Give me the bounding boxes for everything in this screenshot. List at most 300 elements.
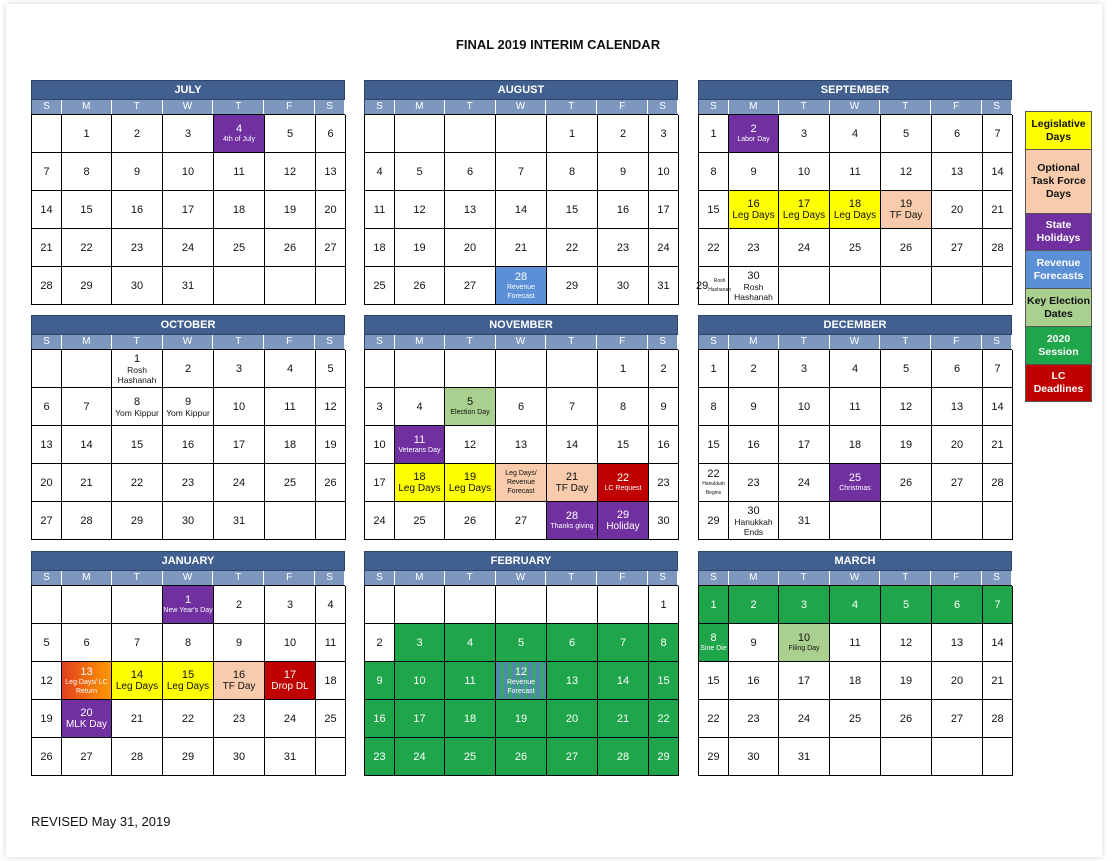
day-cell[interactable]: [779, 624, 830, 662]
day-cell[interactable]: [32, 426, 62, 464]
day-cell[interactable]: [163, 191, 214, 229]
day-cell[interactable]: [496, 502, 547, 540]
day-cell[interactable]: [699, 738, 729, 776]
day-cell[interactable]: [729, 267, 779, 305]
day-cell[interactable]: [547, 115, 598, 153]
weekday-label: S: [648, 571, 678, 585]
day-cell[interactable]: [699, 624, 729, 662]
day-cell[interactable]: [163, 586, 214, 624]
day-cell[interactable]: [598, 267, 649, 305]
day-cell[interactable]: [365, 662, 395, 700]
day-cell[interactable]: [881, 426, 932, 464]
day-cell[interactable]: [112, 662, 163, 700]
day-cell[interactable]: [699, 662, 729, 700]
day-cell[interactable]: [729, 624, 779, 662]
day-cell[interactable]: [932, 229, 983, 267]
day-cell[interactable]: [830, 153, 881, 191]
day-cell[interactable]: [881, 350, 932, 388]
day-cell[interactable]: [395, 191, 445, 229]
day-cell[interactable]: [729, 738, 779, 776]
day-cell[interactable]: [365, 700, 395, 738]
day-cell[interactable]: [649, 229, 679, 267]
day-cell[interactable]: [62, 388, 112, 426]
day-cell[interactable]: [265, 426, 316, 464]
day-cell[interactable]: [729, 388, 779, 426]
day-cell[interactable]: [445, 267, 496, 305]
day-cell[interactable]: [112, 115, 163, 153]
day-cell[interactable]: [830, 586, 881, 624]
day-cell[interactable]: [395, 624, 445, 662]
day-cell[interactable]: [699, 502, 729, 540]
day-cell[interactable]: [932, 586, 983, 624]
day-cell[interactable]: [214, 502, 265, 540]
day-cell[interactable]: [395, 464, 445, 502]
day-cell[interactable]: [32, 502, 62, 540]
day-cell[interactable]: [547, 426, 598, 464]
day-cell[interactable]: [445, 426, 496, 464]
day-cell[interactable]: [265, 586, 316, 624]
day-event: Rosh Hashanah: [734, 281, 773, 302]
day-cell[interactable]: [699, 350, 729, 388]
day-cell[interactable]: [163, 624, 214, 662]
day-cell[interactable]: [649, 662, 679, 700]
day-cell[interactable]: [881, 388, 932, 426]
day-cell[interactable]: [112, 700, 163, 738]
day-cell[interactable]: [365, 229, 395, 267]
day-number: 27: [565, 750, 579, 763]
day-cell[interactable]: [983, 350, 1013, 388]
day-cell[interactable]: [779, 738, 830, 776]
day-cell[interactable]: [112, 267, 163, 305]
day-cell[interactable]: [112, 624, 163, 662]
day-cell[interactable]: [365, 738, 395, 776]
day-cell[interactable]: [649, 586, 679, 624]
day-number: 14: [514, 203, 528, 216]
day-cell[interactable]: [547, 229, 598, 267]
day-cell[interactable]: [649, 738, 679, 776]
day-cell[interactable]: [830, 426, 881, 464]
day-cell[interactable]: [699, 426, 729, 464]
day-cell[interactable]: [445, 464, 496, 502]
weekday-label: T: [445, 571, 496, 585]
day-cell[interactable]: [62, 153, 112, 191]
day-cell[interactable]: [62, 624, 112, 662]
day-cell[interactable]: [983, 115, 1013, 153]
day-cell[interactable]: [729, 464, 779, 502]
day-cell[interactable]: [830, 662, 881, 700]
day-cell[interactable]: [830, 229, 881, 267]
day-cell[interactable]: [365, 502, 395, 540]
day-cell[interactable]: [779, 502, 830, 540]
day-event: Yom Kippur: [115, 407, 159, 418]
day-cell[interactable]: [163, 464, 214, 502]
day-cell[interactable]: [32, 624, 62, 662]
day-cell[interactable]: [699, 700, 729, 738]
day-cell[interactable]: [316, 153, 346, 191]
day-cell[interactable]: [112, 426, 163, 464]
day-cell[interactable]: [214, 738, 265, 776]
day-cell[interactable]: [62, 738, 112, 776]
day-cell[interactable]: [214, 191, 265, 229]
day-cell[interactable]: [932, 153, 983, 191]
day-cell[interactable]: [983, 153, 1013, 191]
day-cell[interactable]: [112, 502, 163, 540]
day-cell[interactable]: [214, 115, 265, 153]
day-cell[interactable]: [214, 388, 265, 426]
day-cell[interactable]: [983, 700, 1013, 738]
day-cell[interactable]: [881, 115, 932, 153]
day-number: 30: [747, 750, 760, 763]
day-cell[interactable]: [265, 153, 316, 191]
day-cell[interactable]: [214, 153, 265, 191]
day-cell[interactable]: [649, 464, 679, 502]
day-cell[interactable]: [729, 700, 779, 738]
day-cell[interactable]: [547, 388, 598, 426]
day-cell: [983, 267, 1013, 305]
day-cell[interactable]: [395, 388, 445, 426]
day-cell[interactable]: [112, 350, 163, 388]
day-cell[interactable]: [365, 153, 395, 191]
day-cell[interactable]: [496, 464, 547, 502]
day-cell[interactable]: [830, 624, 881, 662]
day-cell[interactable]: [32, 153, 62, 191]
day-cell[interactable]: [983, 464, 1013, 502]
day-cell[interactable]: [265, 191, 316, 229]
day-cell[interactable]: [112, 229, 163, 267]
day-cell[interactable]: [496, 153, 547, 191]
day-cell[interactable]: [445, 662, 496, 700]
day-cell[interactable]: [729, 229, 779, 267]
day-number: 4: [235, 123, 243, 135]
day-cell[interactable]: [32, 388, 62, 426]
day-number: 29: [181, 750, 195, 763]
day-cell[interactable]: [496, 191, 547, 229]
day-cell[interactable]: [983, 426, 1013, 464]
month-header: DECEMBER: [698, 315, 1012, 335]
day-cell[interactable]: [395, 700, 445, 738]
day-cell[interactable]: [112, 738, 163, 776]
day-cell[interactable]: [214, 586, 265, 624]
day-cell[interactable]: [547, 464, 598, 502]
day-number: 23: [616, 241, 630, 254]
day-cell[interactable]: [932, 700, 983, 738]
day-cell[interactable]: [365, 267, 395, 305]
day-cell[interactable]: [316, 191, 346, 229]
day-cell[interactable]: [365, 388, 395, 426]
day-cell[interactable]: [316, 426, 346, 464]
day-cell[interactable]: [395, 738, 445, 776]
day-cell[interactable]: [779, 229, 830, 267]
day-cell[interactable]: [365, 426, 395, 464]
day-number: 1: [83, 127, 90, 140]
day-cell[interactable]: [395, 426, 445, 464]
day-cell[interactable]: [32, 464, 62, 502]
day-cell[interactable]: [729, 191, 779, 229]
day-cell[interactable]: [265, 388, 316, 426]
day-cell[interactable]: [983, 229, 1013, 267]
day-cell[interactable]: [547, 738, 598, 776]
day-cell[interactable]: [699, 191, 729, 229]
day-cell[interactable]: [445, 700, 496, 738]
day-cell[interactable]: [445, 738, 496, 776]
day-cell[interactable]: [598, 115, 649, 153]
day-cell[interactable]: [62, 267, 112, 305]
day-cell[interactable]: [496, 662, 547, 700]
day-cell[interactable]: [316, 229, 346, 267]
day-cell[interactable]: [881, 464, 932, 502]
day-cell[interactable]: [547, 153, 598, 191]
day-cell[interactable]: [32, 738, 62, 776]
day-cell[interactable]: [983, 586, 1013, 624]
day-cell[interactable]: [881, 700, 932, 738]
day-cell[interactable]: [598, 388, 649, 426]
day-cell[interactable]: [365, 624, 395, 662]
day-cell[interactable]: [598, 426, 649, 464]
day-cell[interactable]: [445, 388, 496, 426]
day-cell[interactable]: [265, 464, 316, 502]
day-cell[interactable]: [395, 502, 445, 540]
day-cell[interactable]: [214, 350, 265, 388]
day-cell[interactable]: [445, 229, 496, 267]
day-cell[interactable]: [316, 662, 346, 700]
day-cell[interactable]: [932, 191, 983, 229]
day-cell[interactable]: [598, 350, 649, 388]
day-cell[interactable]: [547, 191, 598, 229]
day-cell[interactable]: [881, 662, 932, 700]
day-cell[interactable]: [395, 662, 445, 700]
day-cell[interactable]: [163, 350, 214, 388]
day-cell[interactable]: [547, 267, 598, 305]
day-cell[interactable]: [649, 153, 679, 191]
day-cell[interactable]: [729, 153, 779, 191]
day-cell[interactable]: [547, 624, 598, 662]
day-cell[interactable]: [265, 350, 316, 388]
day-cell[interactable]: [932, 115, 983, 153]
day-cell[interactable]: [830, 115, 881, 153]
day-cell[interactable]: [62, 662, 112, 700]
day-cell[interactable]: [445, 191, 496, 229]
day-cell[interactable]: [729, 426, 779, 464]
day-cell[interactable]: [62, 426, 112, 464]
day-cell[interactable]: [214, 464, 265, 502]
day-cell[interactable]: [649, 388, 679, 426]
day-cell[interactable]: [316, 586, 346, 624]
day-cell[interactable]: [32, 700, 62, 738]
day-cell[interactable]: [62, 191, 112, 229]
day-cell[interactable]: [112, 388, 163, 426]
day-cell[interactable]: [729, 502, 779, 540]
day-number: 15: [565, 203, 579, 216]
day-cell[interactable]: [779, 388, 830, 426]
day-cell[interactable]: [163, 700, 214, 738]
weekday-label: S: [982, 100, 1012, 114]
day-cell[interactable]: [496, 388, 547, 426]
day-cell[interactable]: [62, 700, 112, 738]
day-cell[interactable]: [779, 700, 830, 738]
day-cell[interactable]: [932, 662, 983, 700]
day-cell[interactable]: [830, 350, 881, 388]
day-cell[interactable]: [729, 586, 779, 624]
day-cell[interactable]: [316, 388, 346, 426]
day-cell[interactable]: [163, 502, 214, 540]
day-cell[interactable]: [779, 426, 830, 464]
day-cell[interactable]: [830, 191, 881, 229]
day-cell[interactable]: [983, 624, 1013, 662]
day-number: 5: [466, 396, 474, 408]
day-cell[interactable]: [32, 662, 62, 700]
day-cell[interactable]: [214, 426, 265, 464]
weekday-label: S: [365, 335, 395, 349]
day-cell[interactable]: [163, 738, 214, 776]
day-cell[interactable]: [316, 464, 346, 502]
day-cell[interactable]: [365, 191, 395, 229]
day-cell[interactable]: [881, 229, 932, 267]
day-cell[interactable]: [598, 700, 649, 738]
day-cell[interactable]: [699, 229, 729, 267]
day-cell[interactable]: [316, 700, 346, 738]
month-days: [364, 114, 678, 305]
day-cell[interactable]: [598, 191, 649, 229]
day-cell[interactable]: [779, 586, 830, 624]
day-cell[interactable]: [547, 662, 598, 700]
day-cell[interactable]: [265, 115, 316, 153]
day-cell[interactable]: [779, 350, 830, 388]
day-cell[interactable]: [779, 464, 830, 502]
day-cell[interactable]: [547, 700, 598, 738]
day-cell[interactable]: [32, 191, 62, 229]
day-cell[interactable]: [881, 153, 932, 191]
day-cell[interactable]: [265, 624, 316, 662]
day-cell[interactable]: [598, 624, 649, 662]
day-cell[interactable]: [598, 229, 649, 267]
day-cell[interactable]: [32, 229, 62, 267]
day-cell[interactable]: [316, 115, 346, 153]
day-cell[interactable]: [598, 662, 649, 700]
day-cell[interactable]: [729, 662, 779, 700]
day-cell[interactable]: [932, 426, 983, 464]
day-cell[interactable]: [881, 586, 932, 624]
day-cell[interactable]: [983, 662, 1013, 700]
day-cell[interactable]: [163, 426, 214, 464]
day-cell[interactable]: [163, 153, 214, 191]
day-cell[interactable]: [598, 153, 649, 191]
day-cell[interactable]: [163, 115, 214, 153]
day-cell[interactable]: [779, 115, 830, 153]
weekday-label: F: [931, 100, 982, 114]
day-cell[interactable]: [779, 662, 830, 700]
day-number: 1: [568, 127, 576, 140]
day-cell[interactable]: [112, 191, 163, 229]
day-cell[interactable]: [729, 350, 779, 388]
day-cell[interactable]: [932, 624, 983, 662]
day-cell[interactable]: [445, 502, 496, 540]
day-number: 12: [899, 636, 913, 649]
day-cell[interactable]: [265, 662, 316, 700]
day-cell[interactable]: [214, 624, 265, 662]
day-cell[interactable]: [649, 426, 679, 464]
day-cell[interactable]: [649, 624, 679, 662]
day-number: 9: [184, 395, 192, 408]
day-cell[interactable]: [699, 586, 729, 624]
day-cell[interactable]: [496, 229, 547, 267]
day-cell[interactable]: [983, 388, 1013, 426]
day-cell[interactable]: [496, 700, 547, 738]
day-cell[interactable]: [699, 464, 729, 502]
day-cell[interactable]: [395, 229, 445, 267]
day-cell[interactable]: [649, 350, 679, 388]
day-number: 16: [232, 668, 246, 681]
day-cell[interactable]: [830, 700, 881, 738]
day-cell[interactable]: [649, 502, 679, 540]
day-cell[interactable]: [163, 388, 214, 426]
day-cell[interactable]: [214, 229, 265, 267]
day-cell[interactable]: [316, 350, 346, 388]
day-cell[interactable]: [932, 464, 983, 502]
day-cell[interactable]: [445, 624, 496, 662]
day-cell[interactable]: [779, 153, 830, 191]
day-cell[interactable]: [932, 388, 983, 426]
day-cell[interactable]: [699, 115, 729, 153]
day-cell[interactable]: [830, 388, 881, 426]
day-cell[interactable]: [983, 191, 1013, 229]
day-cell[interactable]: [62, 115, 112, 153]
day-cell[interactable]: [649, 700, 679, 738]
day-cell[interactable]: [932, 350, 983, 388]
day-cell[interactable]: [779, 191, 830, 229]
day-cell[interactable]: [265, 738, 316, 776]
day-cell[interactable]: [649, 191, 679, 229]
day-number: 8: [83, 165, 90, 178]
day-cell[interactable]: [496, 426, 547, 464]
day-cell[interactable]: [365, 464, 395, 502]
day-cell[interactable]: [695, 267, 732, 305]
day-cell[interactable]: [496, 267, 547, 305]
day-cell[interactable]: [699, 388, 729, 426]
day-cell[interactable]: [112, 464, 163, 502]
day-cell[interactable]: [598, 464, 649, 502]
day-cell[interactable]: [395, 267, 445, 305]
day-cell[interactable]: [649, 115, 679, 153]
day-cell[interactable]: [62, 502, 112, 540]
day-cell[interactable]: [598, 502, 649, 540]
day-cell[interactable]: [881, 624, 932, 662]
day-cell[interactable]: [214, 662, 265, 700]
day-cell[interactable]: [32, 267, 62, 305]
day-cell[interactable]: [163, 267, 214, 305]
day-cell[interactable]: [598, 738, 649, 776]
day-cell[interactable]: [316, 624, 346, 662]
day-cell[interactable]: [830, 464, 881, 502]
day-cell[interactable]: [265, 700, 316, 738]
day-cell[interactable]: [547, 502, 598, 540]
day-cell[interactable]: [649, 267, 679, 305]
day-cell[interactable]: [699, 153, 729, 191]
day-cell[interactable]: [62, 464, 112, 502]
day-number: 12: [899, 400, 913, 413]
day-cell[interactable]: [163, 662, 214, 700]
day-cell[interactable]: [729, 115, 779, 153]
day-cell[interactable]: [265, 229, 316, 267]
day-cell[interactable]: [163, 229, 214, 267]
day-cell[interactable]: [62, 229, 112, 267]
day-cell[interactable]: [881, 191, 932, 229]
day-cell[interactable]: [445, 153, 496, 191]
day-cell[interactable]: [395, 153, 445, 191]
day-cell[interactable]: [214, 700, 265, 738]
day-cell[interactable]: [112, 153, 163, 191]
day-cell[interactable]: [496, 624, 547, 662]
day-cell[interactable]: [496, 738, 547, 776]
